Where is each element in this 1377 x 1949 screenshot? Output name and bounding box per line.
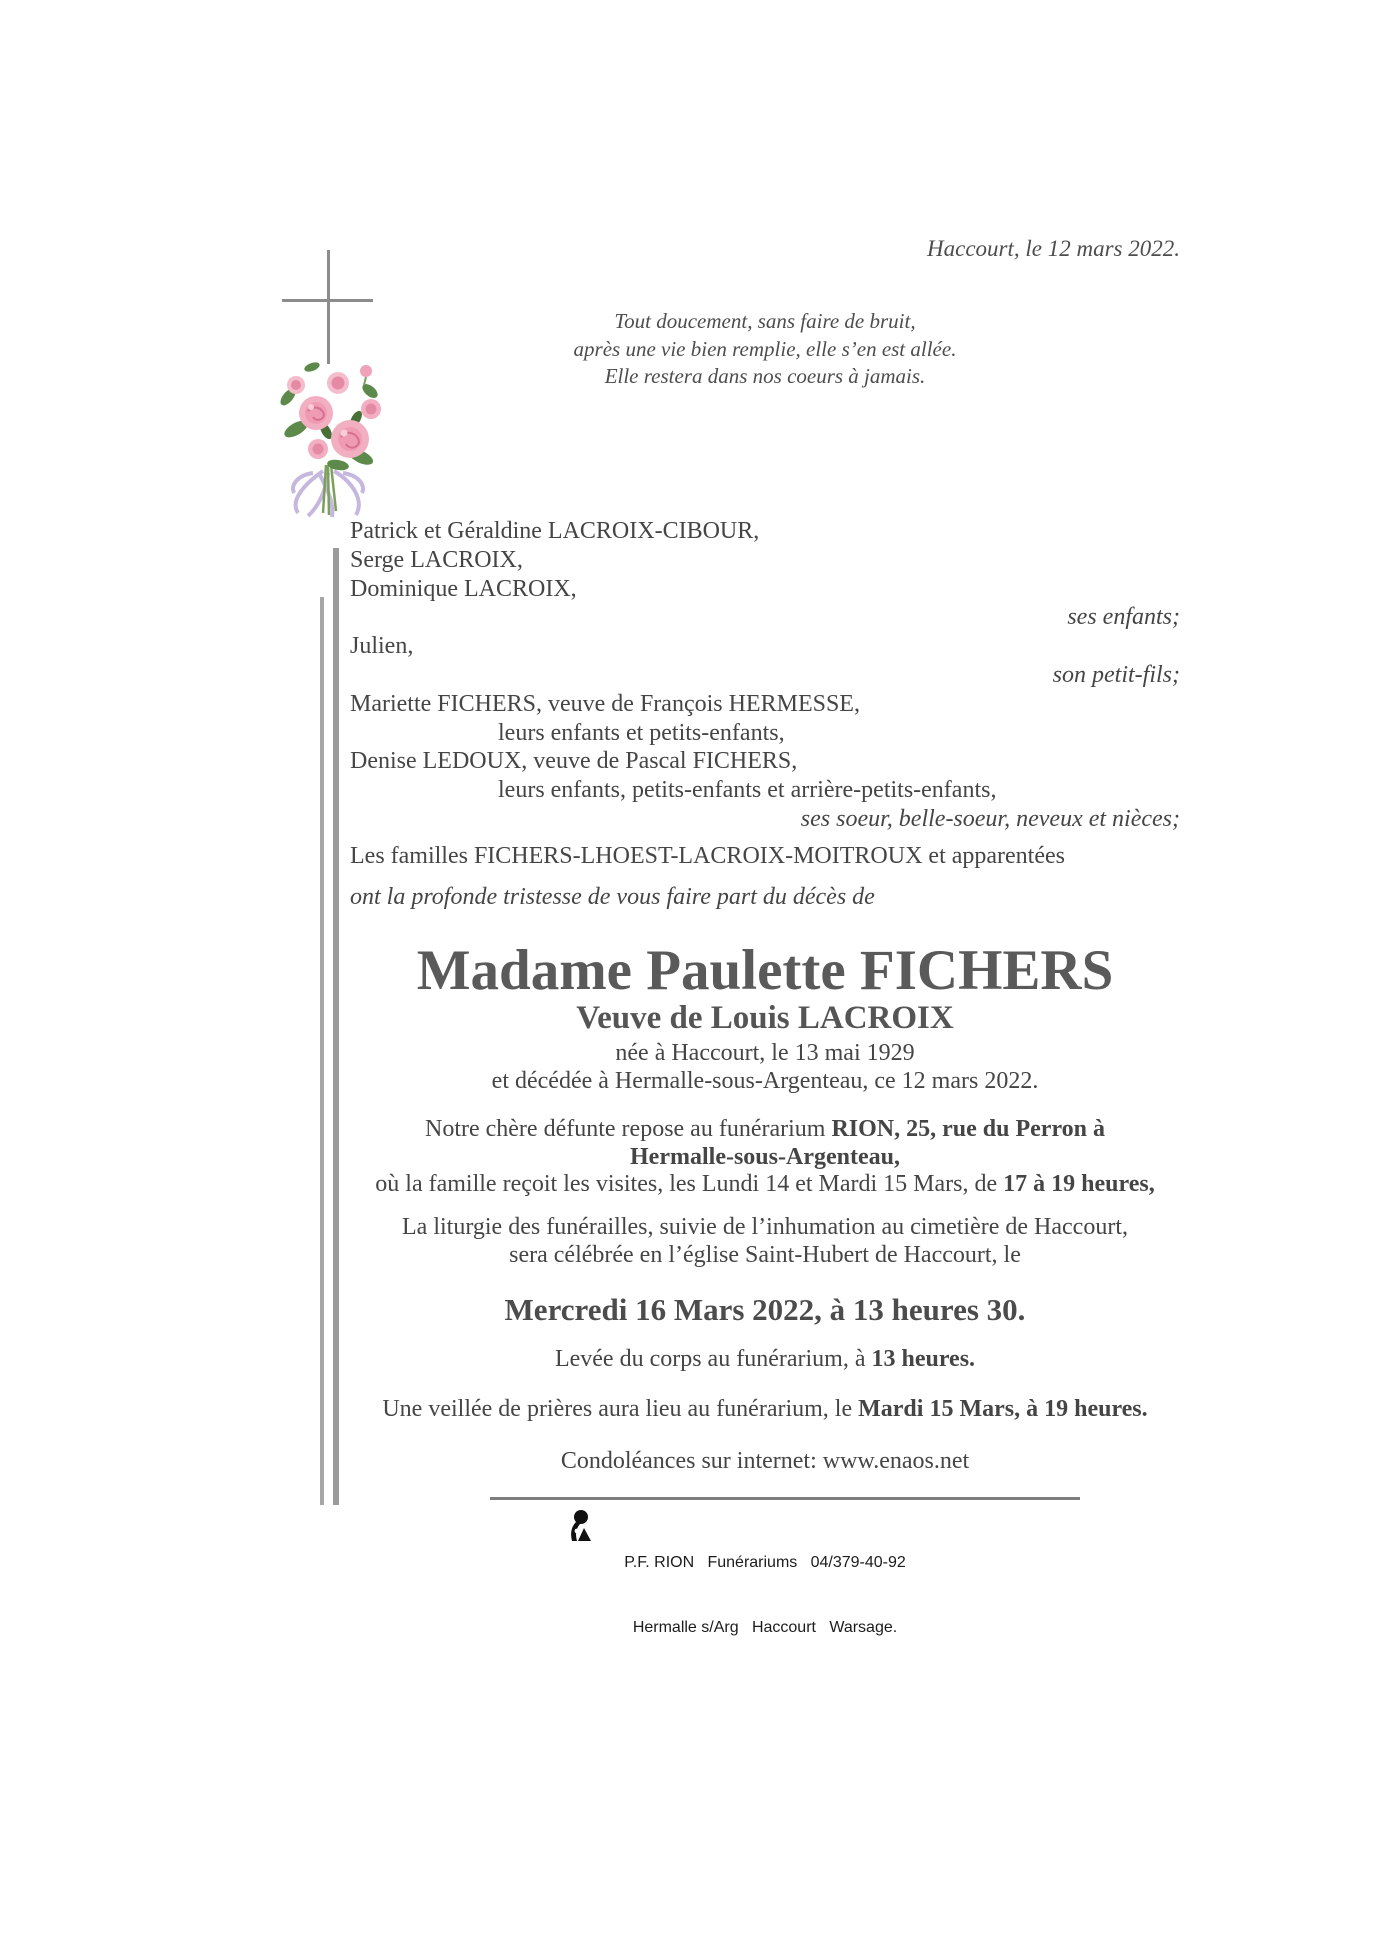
liturgy-paragraph bbox=[280, 1214, 1250, 1269]
funeral-home-address: RION, 25, rue du Perron à bbox=[831, 1116, 1106, 1142]
rose-bouquet-image bbox=[268, 353, 390, 519]
body-removal-text: Levée du corps au funérarium, à bbox=[554, 1346, 872, 1372]
announcement-line: ont la profonde tristesse de vous faire part du décès de bbox=[350, 884, 875, 910]
mourner-line: Patrick et Géraldine LACROIX-CIBOUR, bbox=[350, 518, 760, 544]
families-line: Les familles FICHERS-LHOEST-LACROIX-MOITROUX et apparentées bbox=[350, 842, 1065, 869]
mourner-line: Dominique LACROIX, bbox=[350, 575, 577, 602]
vigil-datetime: Mardi 15 Mars, à 19 heures. bbox=[858, 1396, 1148, 1422]
deceased-death-line: et décédée à Hermalle-sous-Argenteau, ce 12 mars 2022. bbox=[491, 1068, 1039, 1094]
visitation-text: Notre chère défunte repose au funérarium bbox=[424, 1116, 832, 1142]
vigil-line bbox=[280, 1396, 1250, 1423]
mourners-list bbox=[350, 517, 1180, 871]
visitation-line bbox=[280, 1171, 1250, 1199]
epigraph bbox=[350, 308, 1180, 391]
deceased-name: Madame Paulette FICHERS bbox=[416, 939, 1114, 1002]
visitation-line bbox=[280, 1116, 1250, 1144]
mourner-line: Serge LACROIX, bbox=[350, 546, 523, 573]
funeral-home-footer bbox=[420, 1509, 1110, 1681]
footer-divider bbox=[490, 1497, 1080, 1500]
funeral-home-city: Hermalle-sous-Argenteau, bbox=[630, 1143, 900, 1170]
footer-line: Hermalle s/Arg Haccourt Warsage. bbox=[632, 1618, 898, 1636]
body-removal-line bbox=[280, 1346, 1250, 1373]
mourner-line: Mariette FICHERS, veuve de François HERMESSE, bbox=[350, 690, 860, 717]
epigraph-line: Elle restera dans nos coeurs à jamais. bbox=[604, 364, 926, 389]
mourner-line: leurs enfants et petits-enfants, bbox=[498, 719, 785, 746]
liturgy-line: sera célébrée en l’église Saint-Hubert de Haccourt, le bbox=[509, 1241, 1021, 1268]
footer-line: P.F. RION Funérariums 04/379-40-92 bbox=[624, 1554, 906, 1571]
condolences-line: Condoléances sur internet: www.enaos.net bbox=[560, 1448, 970, 1474]
cross-horizontal-bar bbox=[282, 299, 373, 302]
visitation-text: où la famille reçoit les visites, les Lundi 14 et Mardi 15 Mars, de bbox=[375, 1171, 1004, 1197]
mourner-line: leurs enfants, petits-enfants et arrière-petits-enfants, bbox=[498, 777, 997, 804]
visitation-line bbox=[280, 1144, 1250, 1172]
epigraph-line: après une vie bien remplie, elle s’en est allée. bbox=[573, 336, 957, 361]
body-removal-time: 13 heures. bbox=[871, 1346, 976, 1372]
mourner-role: ses soeur, belle-soeur, neveux et nièces; bbox=[800, 805, 1180, 832]
deceased-birth-line: née à Haccourt, le 13 mai 1929 bbox=[615, 1040, 915, 1066]
dateline: Haccourt, le 12 mars 2022. bbox=[927, 236, 1180, 261]
epigraph-line: Tout doucement, sans faire de bruit, bbox=[614, 309, 916, 333]
liturgy-line: La liturgie des funérailles, suivie de l’inhumation au cimetière de Haccourt, bbox=[402, 1214, 1128, 1240]
vigil-text: Une veillée de prières aura lieu au funérarium, le bbox=[382, 1396, 859, 1422]
cross-vertical-bar bbox=[327, 250, 330, 364]
ceremony-datetime: Mercredi 16 Mars 2022, à 13 heures 30. bbox=[504, 1292, 1026, 1327]
mourner-line: Julien, bbox=[350, 633, 414, 660]
mourner-line: Denise LEDOUX, veuve de Pascal FICHERS, bbox=[350, 748, 798, 775]
deceased-widow-of: Veuve de Louis LACROIX bbox=[576, 1000, 954, 1036]
visitation-hours: 17 à 19 heures, bbox=[1003, 1171, 1155, 1197]
mourner-role: ses enfants; bbox=[1067, 604, 1180, 631]
mourner-role: son petit-fils; bbox=[1052, 661, 1180, 688]
visitation-paragraph bbox=[280, 1116, 1250, 1199]
